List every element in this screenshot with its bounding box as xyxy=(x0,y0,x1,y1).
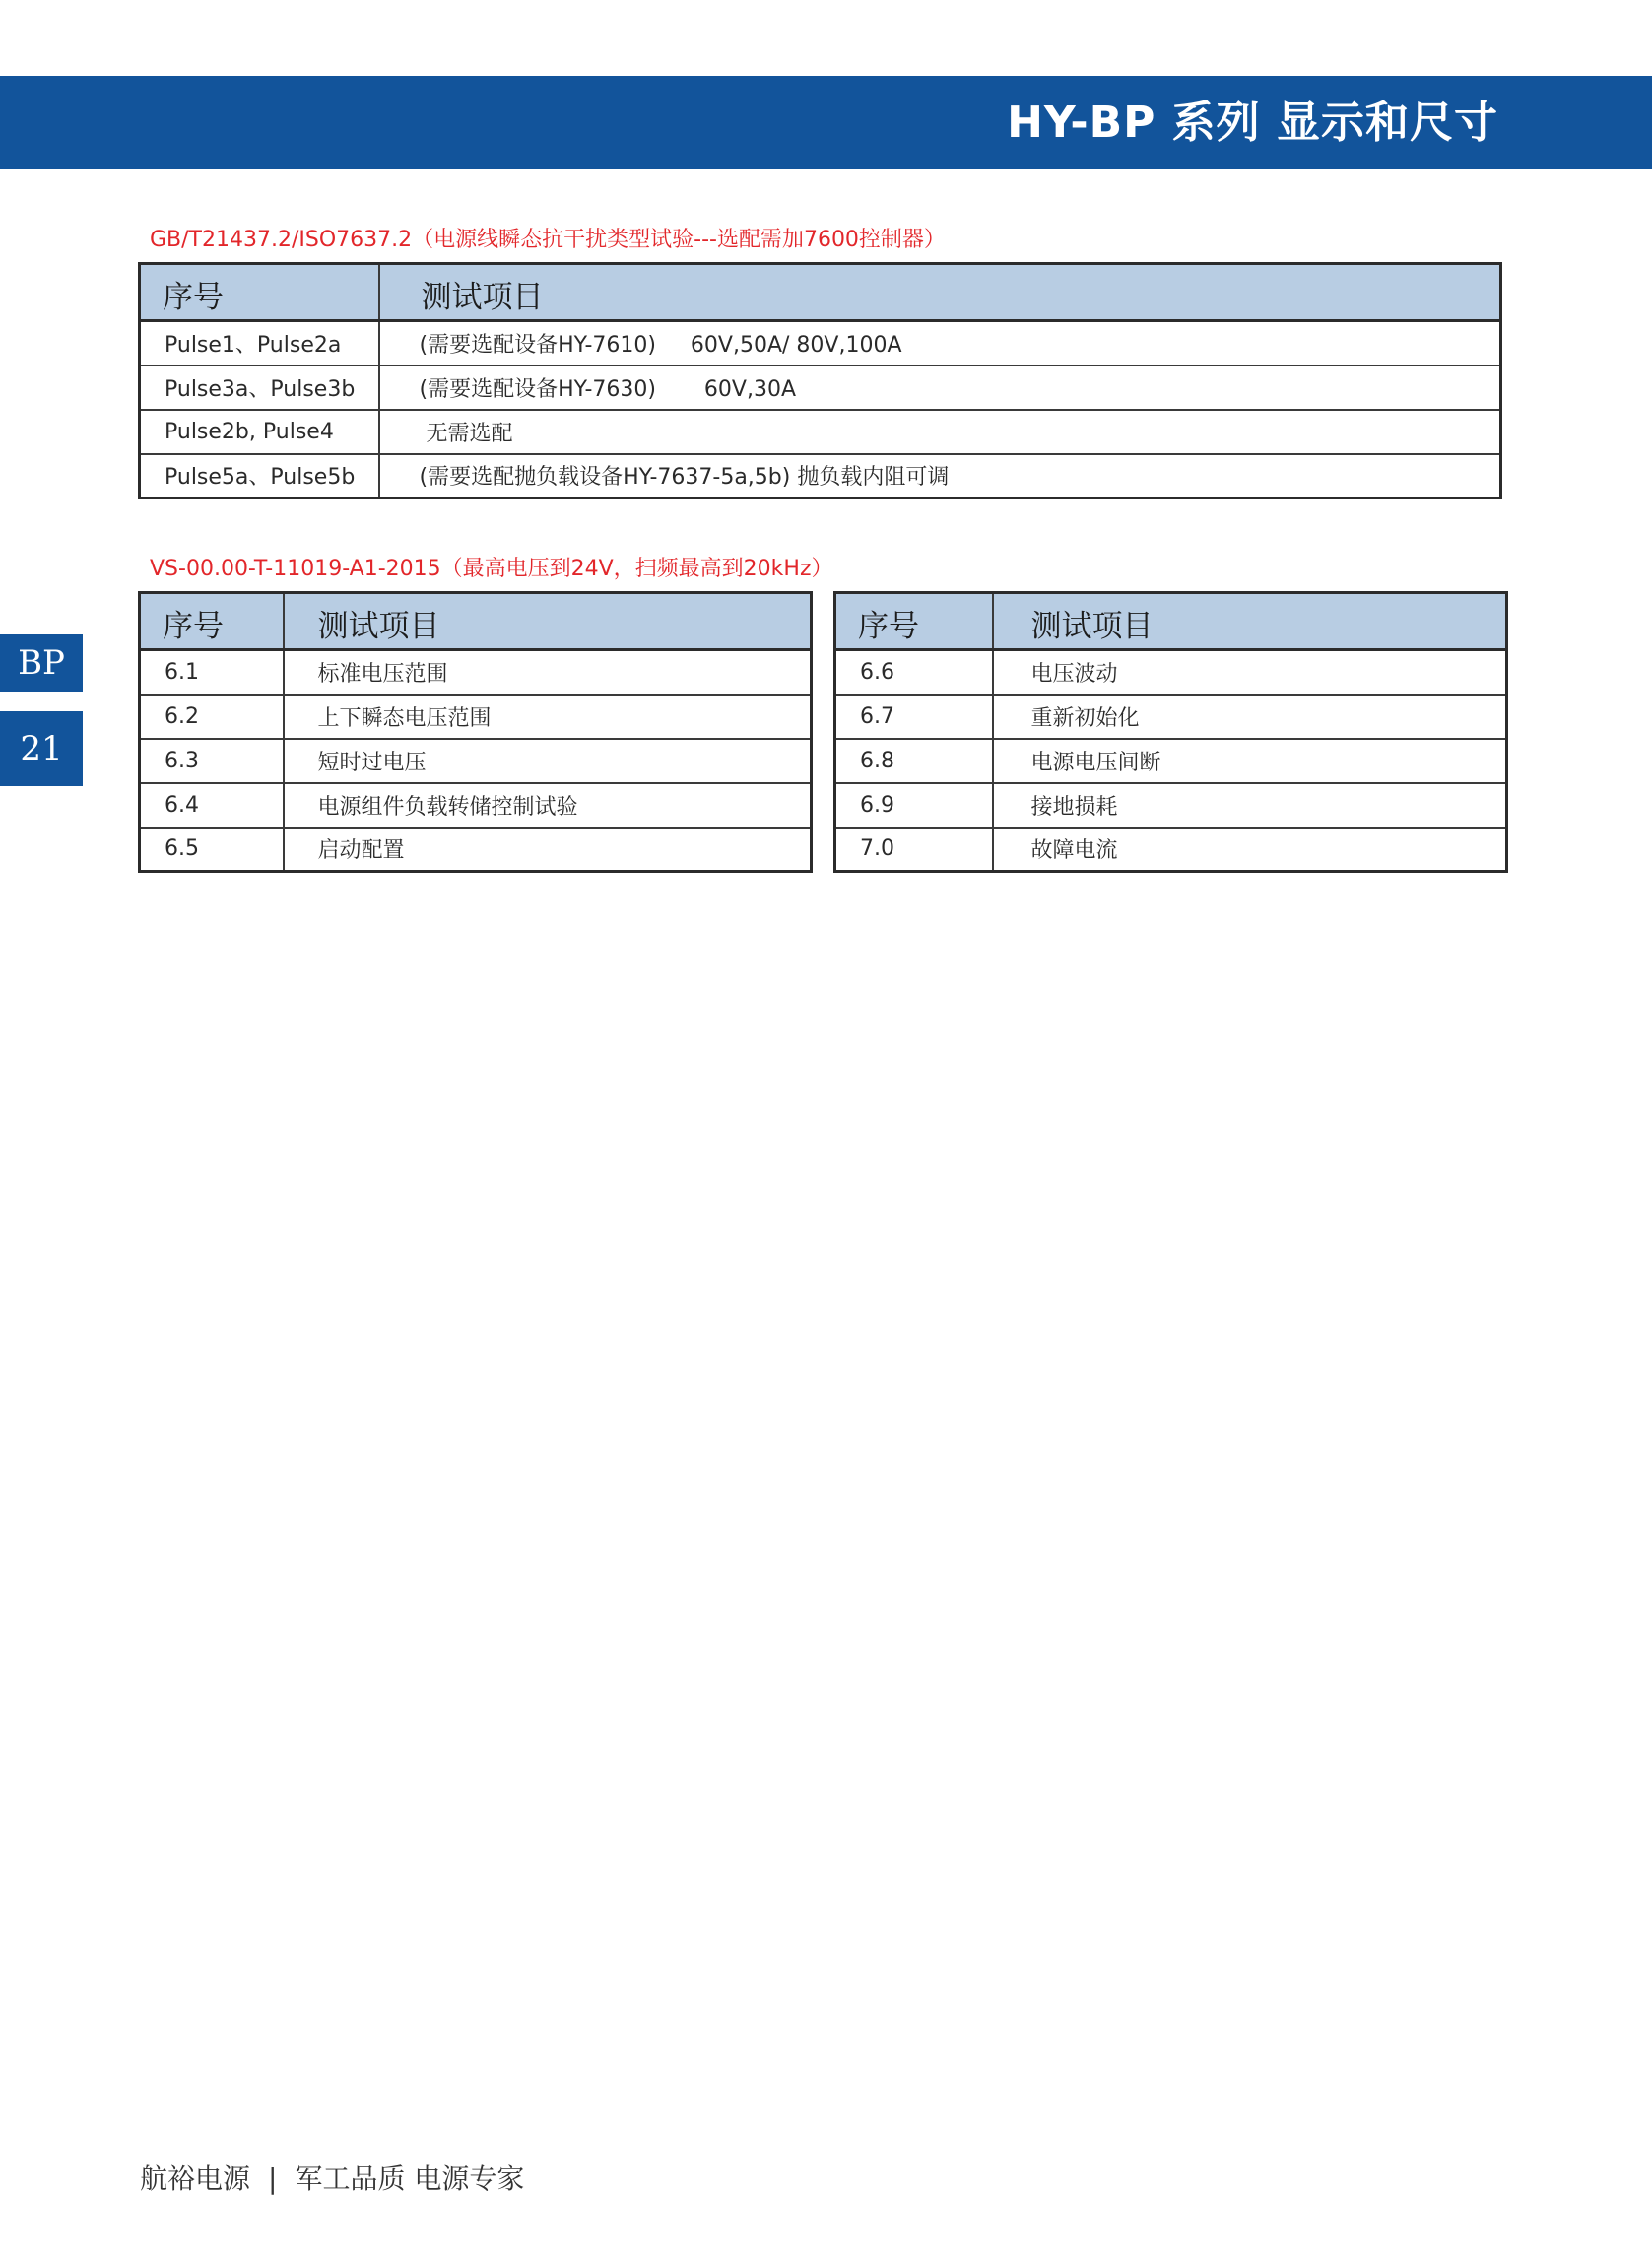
pulse-name-cell: Pulse5a、Pulse5b xyxy=(140,454,379,498)
clause-number-cell: 6.1 xyxy=(140,650,284,695)
clause-number-cell: 6.7 xyxy=(835,695,993,739)
vs-test-table-right xyxy=(833,591,1508,873)
clause-number-cell: 6.9 xyxy=(835,783,993,828)
header-band xyxy=(0,76,1652,169)
test-item-cell: 启动配置 xyxy=(284,828,812,872)
footer-slogan: 军工品质 电源专家 xyxy=(295,2162,525,2195)
footer-brand: 航裕电源 xyxy=(140,2162,251,2195)
table-row xyxy=(140,454,1501,498)
clause-number-cell: 7.0 xyxy=(835,828,993,872)
test-item-cell: 无需选配 xyxy=(379,410,1501,454)
column-header-index: 序号 xyxy=(835,593,993,650)
table-row xyxy=(835,695,1507,739)
clause-number-cell: 6.8 xyxy=(835,739,993,783)
table-row xyxy=(140,739,812,783)
column-header-index: 序号 xyxy=(140,593,284,650)
footer-separator: | xyxy=(268,2162,278,2195)
series-side-tab: BP xyxy=(0,634,83,692)
pulse-name-cell: Pulse1、Pulse2a xyxy=(140,321,379,365)
table-row xyxy=(140,650,812,695)
table-header-row xyxy=(140,593,812,650)
clause-number-cell: 6.3 xyxy=(140,739,284,783)
test-item-cell: 标准电压范围 xyxy=(284,650,812,695)
table-row xyxy=(140,410,1501,454)
test-item-cell: 电源组件负载转储控制试验 xyxy=(284,783,812,828)
test-item-cell: 接地损耗 xyxy=(993,783,1507,828)
column-header-item: 测试项目 xyxy=(993,593,1507,650)
test-item-cell: 电源电压间断 xyxy=(993,739,1507,783)
clause-number-cell: 6.2 xyxy=(140,695,284,739)
table-row xyxy=(140,828,812,872)
vs-test-table-left xyxy=(138,591,813,873)
test-item-cell: 上下瞬态电压范围 xyxy=(284,695,812,739)
test-item-cell: (需要选配设备HY-7610) 60V,50A/ 80V,100A xyxy=(379,321,1501,365)
clause-number-cell: 6.5 xyxy=(140,828,284,872)
test-item-cell: 短时过电压 xyxy=(284,739,812,783)
gb-test-table xyxy=(138,262,1502,499)
page-number-tab: 21 xyxy=(0,711,83,786)
table-row xyxy=(835,828,1507,872)
column-header-item: 测试项目 xyxy=(379,264,1501,321)
test-item-cell: 重新初始化 xyxy=(993,695,1507,739)
table-row xyxy=(835,650,1507,695)
column-header-index: 序号 xyxy=(140,264,379,321)
table-header-row xyxy=(140,264,1501,321)
table-row xyxy=(835,739,1507,783)
column-header-item: 测试项目 xyxy=(284,593,812,650)
gb-section-caption: GB/T21437.2/ISO7637.2（电源线瞬态抗干扰类型试验---选配需加7600控制器） xyxy=(150,228,946,252)
page-title: HY-BP 系列 显示和尺寸 xyxy=(1007,98,1498,148)
table-row xyxy=(140,783,812,828)
pulse-name-cell: Pulse3a、Pulse3b xyxy=(140,365,379,410)
clause-number-cell: 6.4 xyxy=(140,783,284,828)
clause-number-cell: 6.6 xyxy=(835,650,993,695)
table-row xyxy=(140,695,812,739)
table-row xyxy=(140,365,1501,410)
footer xyxy=(140,2157,524,2197)
table-header-row xyxy=(835,593,1507,650)
table-row xyxy=(140,321,1501,365)
test-item-cell: 电压波动 xyxy=(993,650,1507,695)
test-item-cell: (需要选配设备HY-7630) 60V,30A xyxy=(379,365,1501,410)
vs-section-caption: VS-00.00-T-11019-A1-2015（最高电压到24V，扫频最高到20kHz） xyxy=(150,557,833,581)
test-item-cell: (需要选配抛负载设备HY-7637-5a,5b) 抛负载内阻可调 xyxy=(379,454,1501,498)
table-row xyxy=(835,783,1507,828)
test-item-cell: 故障电流 xyxy=(993,828,1507,872)
pulse-name-cell: Pulse2b, Pulse4 xyxy=(140,410,379,454)
